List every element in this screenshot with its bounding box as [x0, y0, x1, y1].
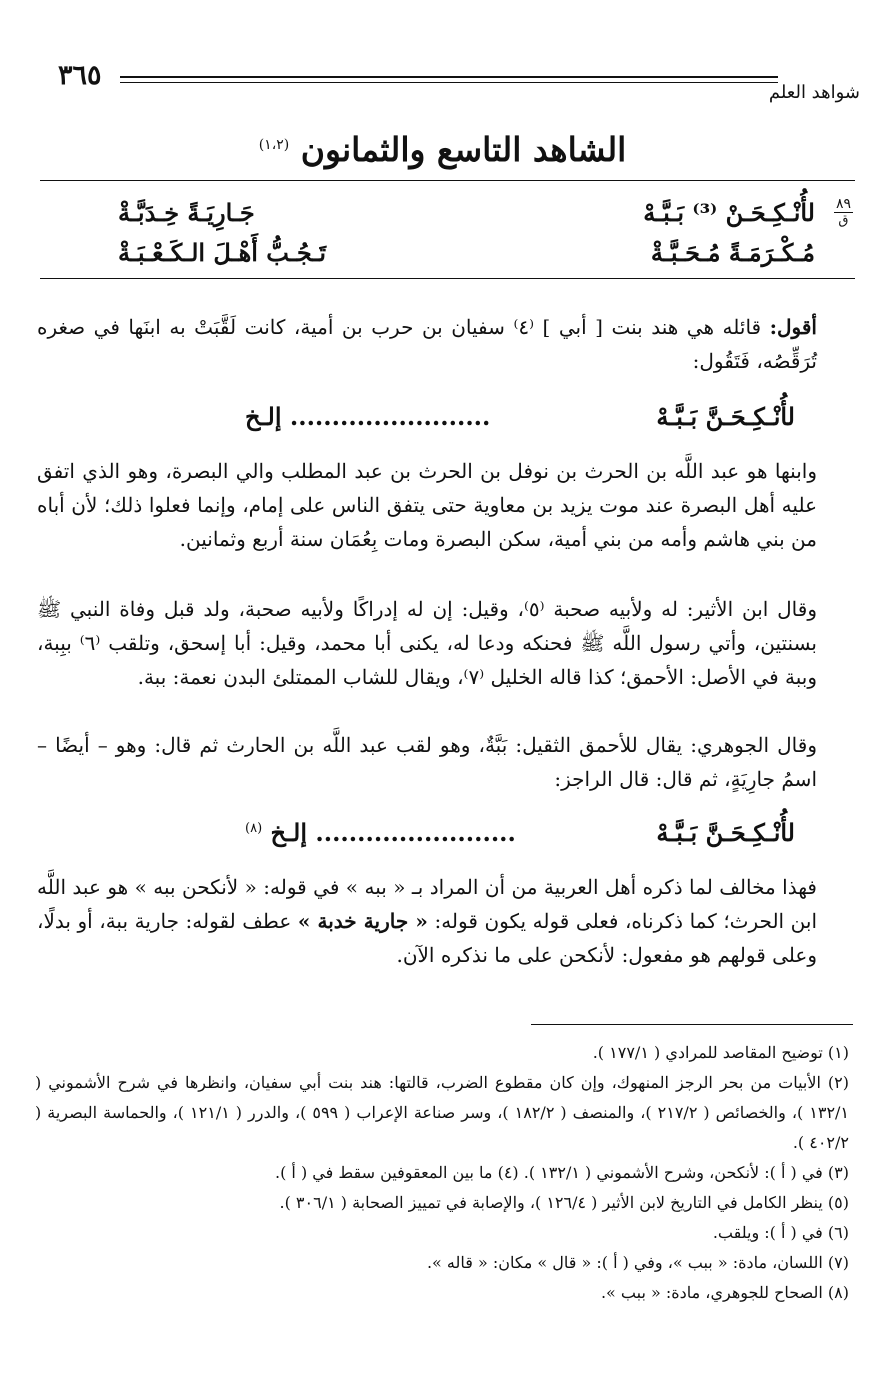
quoted-verse-2-tail-text: ........................ إلـخ — [270, 818, 516, 847]
quoted-verse-2 — [35, 818, 845, 858]
page-number: ٣٦٥ — [58, 60, 102, 91]
paragraph-4-text: وقال الجوهري: يقال للأحمق الثقيل: بَبَّةٌ، وهو لقب عبد اللَّه بن الحارث ثم قال: وهو – أيضًا – اسمُ جارِيَةٍ، ثم قال: قال الراجز: — [37, 733, 817, 791]
paragraph-5-part1: فهذا مخالف لما ذكره أهل العربية من أن المراد بـ « ببه » في قوله: « لأنكحن ببه » هو عبد اللَّه ابن الحرث؛ كما ذكرناه، فعلى قوله يكون قوله: — [37, 875, 818, 933]
footnote-3-4: (٣) في ( أ ): لأنكحن، وشرح الأشموني ( ١٣٢/١ ). (٤) ما بين المعقوفين سقط في ( أ ). — [275, 1163, 849, 1182]
paragraph-3 — [37, 592, 847, 694]
footnote-7: (٧) اللسان، مادة: « ببب »، وفي ( أ ): « قال » مكان: « قاله ». — [426, 1253, 849, 1272]
quoted-verse-1 — [35, 402, 845, 442]
quoted-verse-2-footnote-mark: (٨) — [245, 821, 263, 836]
paragraph-1 — [37, 310, 847, 378]
verse-block — [40, 192, 855, 276]
paragraph-2 — [37, 454, 847, 556]
quoted-verse-2-hemistich: لأُنْـكِـحَـنَّ بَـبَّـهْ — [656, 818, 795, 847]
verse-line1-left: جَـارِيَـةً خِـدَبَّـةْ — [118, 198, 255, 227]
paragraph-2-text: وابنها هو عبد اللَّه بن الحرث بن نوفل بن الحرث بن عبد المطلب والي البصرة، وهو الذي اتفق عليه أهل البصرة عند موت يزيد بن معاوية حتى يتفق الناس على إمام، وإنما فعلوا ذلك؛ لأن أباه من بني هاشم وأمه من بني أمية، سكن البصرة ومات بِعُمَان سنة أربع وثمانين. — [37, 459, 817, 551]
verse-line2-left: تَـجُـبُّ أَهْـلَ الـكَـعْـبَـةْ — [118, 238, 327, 267]
section-label: شواهد العلم — [768, 82, 860, 103]
header-rule — [120, 76, 778, 83]
quoted-verse-2-tail — [245, 818, 516, 847]
footnote-8: (٨) الصحاح للجوهري، مادة: « ببب ». — [600, 1283, 849, 1302]
paragraph-4 — [37, 728, 847, 796]
quoted-verse-1-tail: ........................ إلـخ — [245, 402, 491, 431]
verse-bottom-rule — [40, 278, 855, 279]
paragraph-5-bold-phrase: « جارية خدبة » — [297, 909, 428, 933]
verse-top-rule — [40, 180, 855, 181]
quoted-verse-1-hemistich: لأُنْـكِـحَـنَّ بَـبَّـهْ — [656, 402, 795, 431]
meter-mark: ق — [838, 213, 849, 228]
section-title — [0, 130, 885, 169]
paragraph-3-text: وقال ابن الأثير: له ولأبيه صحبة ⁽٥⁾، وقيل: إن له إدراكًا ولأبيه صحبة، ولد قبل وفاة النبي ﷺ بسنتين، وأتي رسول اللَّه ﷺ فحنكه ودعا له، يكنى أبا محمد، وقيل: أبا إسحق، وتلقب ⁽٦⁾ ببِبة، وببة في الأصل: الأحمق؛ كذا قاله الخليل ⁽٧⁾، ويقال للشاب الممتلئ البدن نعمة: ببة. — [37, 597, 817, 689]
verse-number — [834, 196, 853, 228]
paragraph-5-part2: عطف لقوله: جارية ببة، أو بدلًا، وعلى قولهم هو مفعول: لأنكحن على ما نذكره الآن. — [37, 909, 817, 967]
footnote-5: (٥) ينظر الكامل في التاريخ لابن الأثير ( ١٢٦/٤ )، والإصابة في تمييز الصحابة ( ٣٠٦/١ ). — [279, 1193, 849, 1212]
verse-line1-right: لأُنْـكِـحَـنْ ⁽³⁾ بَـبَّـهْ — [643, 198, 815, 227]
footnotes — [35, 1038, 849, 1308]
footnote-2: (٢) الأبيات من بحر الرجز المنهوك، وإن كان مقطوع الضرب، قالتها: هند بنت أبي سفيان، وانظرها في شرح الأشموني ( ١٣٢/١ )، والخصائص ( ٢١٧/٢ )، والمنصف ( ١٨٢/٢ )، وسر صناعة الإعراب ( ٥٩٩ )، والدرر ( ١٢١/١ )، والحماسة البصرية ( ٤٠٢/٢ ). — [35, 1073, 850, 1152]
section-title-text: الشاهد التاسع والثمانون — [300, 130, 627, 169]
paragraph-1-text: قائله هي هند بنت [ أبي ] ⁽٤⁾ سفيان بن حرب بن أمية، كانت لَقَّبَتْ به ابنَها في صغره تُرَقِّصُه، فَتَقُول: — [37, 315, 817, 373]
running-head — [40, 60, 860, 103]
title-footnote-mark: (١،٢) — [258, 137, 290, 153]
paragraph-5 — [37, 870, 847, 972]
footnote-6: (٦) في ( أ ): ويلقب. — [712, 1223, 849, 1242]
verse-number-value: ٨٩ — [835, 196, 851, 212]
footnote-rule — [531, 1024, 853, 1025]
verse-line2-right: مُـكْـرَمَـةً مُـحَـبَّـةْ — [650, 238, 815, 267]
footnote-1: (١) توضيح المقاصد للمرادي ( ١٧٧/١ ). — [592, 1043, 849, 1062]
lead-word: أقول: — [769, 315, 817, 339]
